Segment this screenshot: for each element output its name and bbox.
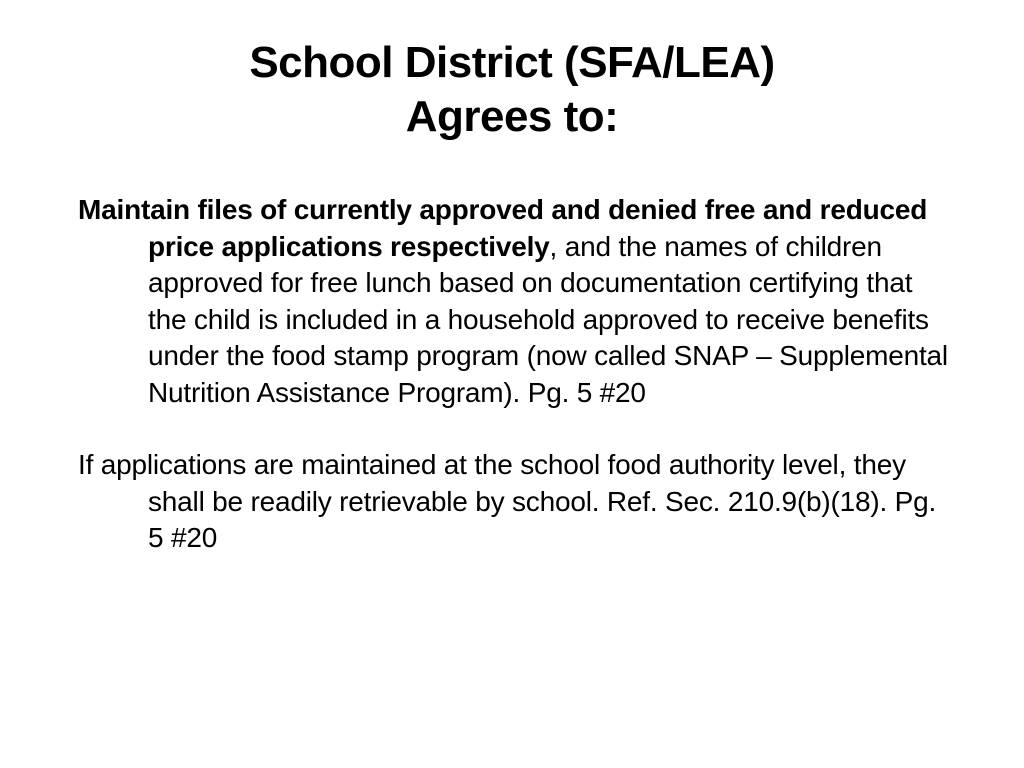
- paragraph-1-bold-text: Maintain files of currently approved and denied free and reduced price applications respectively: [78, 194, 928, 262]
- slide-title: [60, 36, 964, 144]
- paragraph-1-regular-text: , and the names of children approved for free lunch based on documentation certifying that the child is included in a household approved to receive benefits under the food stamp program (now called SNAP – Supplemental Nutrition Assistance Program). Pg. 5 #20: [148, 230, 948, 408]
- paragraph-applications-retrievable: [78, 447, 958, 557]
- paragraph-2-text: If applications are maintained at the school food authority level, they shall be readily retrievable by school. Ref. Sec. 210.9(b)(18). Pg. 5 #20: [78, 449, 937, 553]
- title-line-2: Agrees to:: [405, 92, 619, 141]
- title-line-1: School District (SFA/LEA): [249, 38, 775, 87]
- slide-body: [78, 192, 958, 557]
- paragraph-maintain-files: [78, 192, 958, 411]
